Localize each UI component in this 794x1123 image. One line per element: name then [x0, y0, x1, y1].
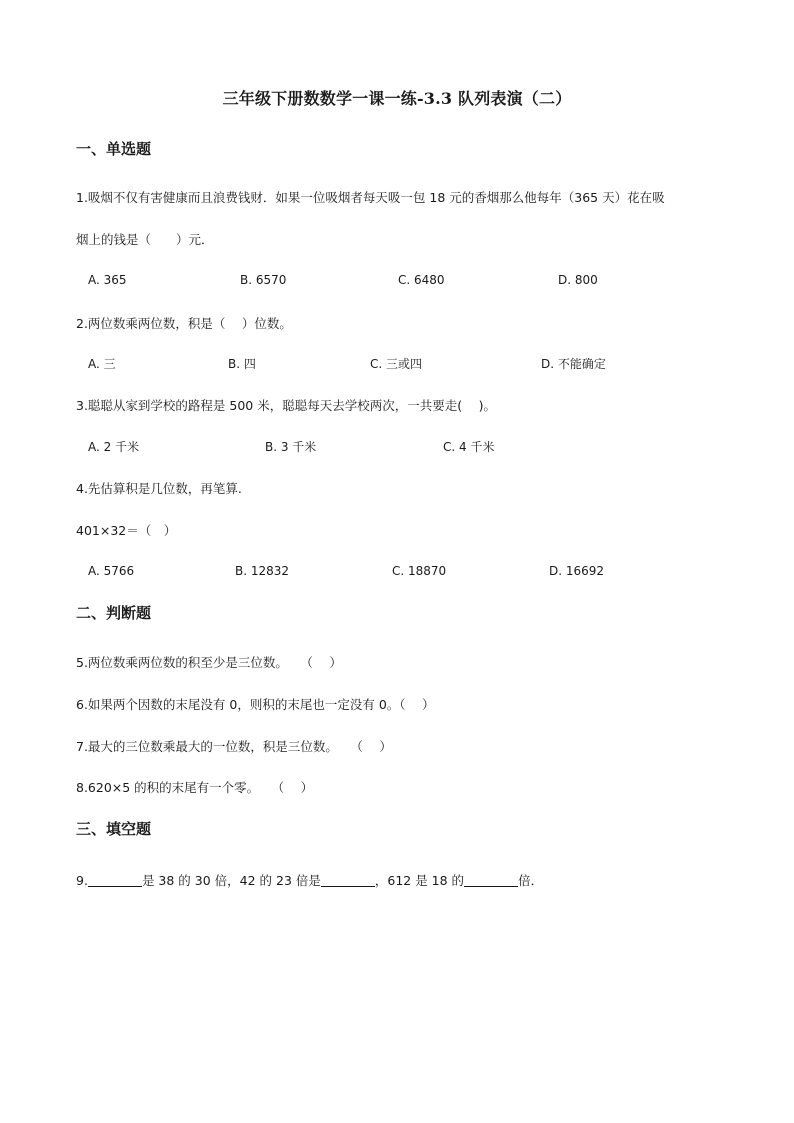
question-3-option-b[interactable]: B. 3 千米: [265, 440, 317, 454]
question-9-part-1: 是 38 的 30 倍，42 的 23 倍是: [141, 873, 321, 888]
question-9-number: 9.: [76, 873, 88, 888]
question-3-text: 3.聪聪从家到学校的路程是 500 米，聪聪每天去学校两次，一共要走( )。: [76, 398, 496, 413]
question-1-option-c[interactable]: C. 6480: [398, 273, 445, 287]
question-4-option-c[interactable]: C. 18870: [392, 564, 447, 578]
question-6-text: 6.如果两个因数的末尾没有 0，则积的末尾也一定没有 0。（ ）: [76, 697, 435, 712]
answer-blank-2[interactable]: [321, 874, 375, 887]
question-9-part-3: 倍．: [518, 873, 544, 888]
question-1-line-1: 1.吸烟不仅有害健康而且浪费钱财．如果一位吸烟者每天吸一包 18 元的香烟那么他每年（365 天）花在吸: [76, 190, 665, 205]
question-8-text: 8.620×5 的积的末尾有一个零。 （ ）: [76, 780, 314, 795]
section-heading-true-false: 二、判断题: [76, 604, 152, 622]
question-5-text: 5.两位数乘两位数的积至少是三位数。 （ ）: [76, 655, 342, 670]
answer-blank-3[interactable]: [464, 874, 518, 887]
section-heading-fill-blank: 三、填空题: [76, 820, 152, 838]
question-2-option-a[interactable]: A. 三: [88, 357, 116, 371]
question-2-option-d[interactable]: D. 不能确定: [541, 357, 606, 371]
question-2-option-c[interactable]: C. 三或四: [370, 357, 423, 371]
question-4-line-2: 401×32＝（ ）: [76, 523, 177, 538]
question-2-text: 2.两位数乘两位数，积是（ ）位数。: [76, 316, 292, 331]
page-title: 三年级下册数数学一课一练-3.3 队列表演（二）: [222, 89, 572, 108]
question-9-part-2: ，612 是 18 的: [374, 873, 465, 888]
question-3-option-a[interactable]: A. 2 千米: [88, 440, 140, 454]
question-4-option-d[interactable]: D. 16692: [549, 564, 605, 578]
answer-blank-1[interactable]: [88, 874, 142, 887]
question-7-text: 7.最大的三位数乘最大的一位数，积是三位数。 （ ）: [76, 739, 392, 754]
question-4-option-a[interactable]: A. 5766: [88, 564, 135, 578]
question-2-option-b[interactable]: B. 四: [228, 357, 256, 371]
question-1-option-b[interactable]: B. 6570: [240, 273, 287, 287]
question-4-line-1: 4.先估算积是几位数，再笔算.: [76, 481, 242, 496]
question-1-option-a[interactable]: A. 365: [88, 273, 127, 287]
question-4-option-b[interactable]: B. 12832: [235, 564, 290, 578]
question-3-option-c[interactable]: C. 4 千米: [443, 440, 495, 454]
question-1-line-2: 烟上的钱是（ ）元．: [76, 232, 214, 247]
section-heading-single-choice: 一、单选题: [76, 140, 152, 158]
question-1-option-d[interactable]: D. 800: [558, 273, 598, 287]
question-9-text: [76, 871, 543, 889]
